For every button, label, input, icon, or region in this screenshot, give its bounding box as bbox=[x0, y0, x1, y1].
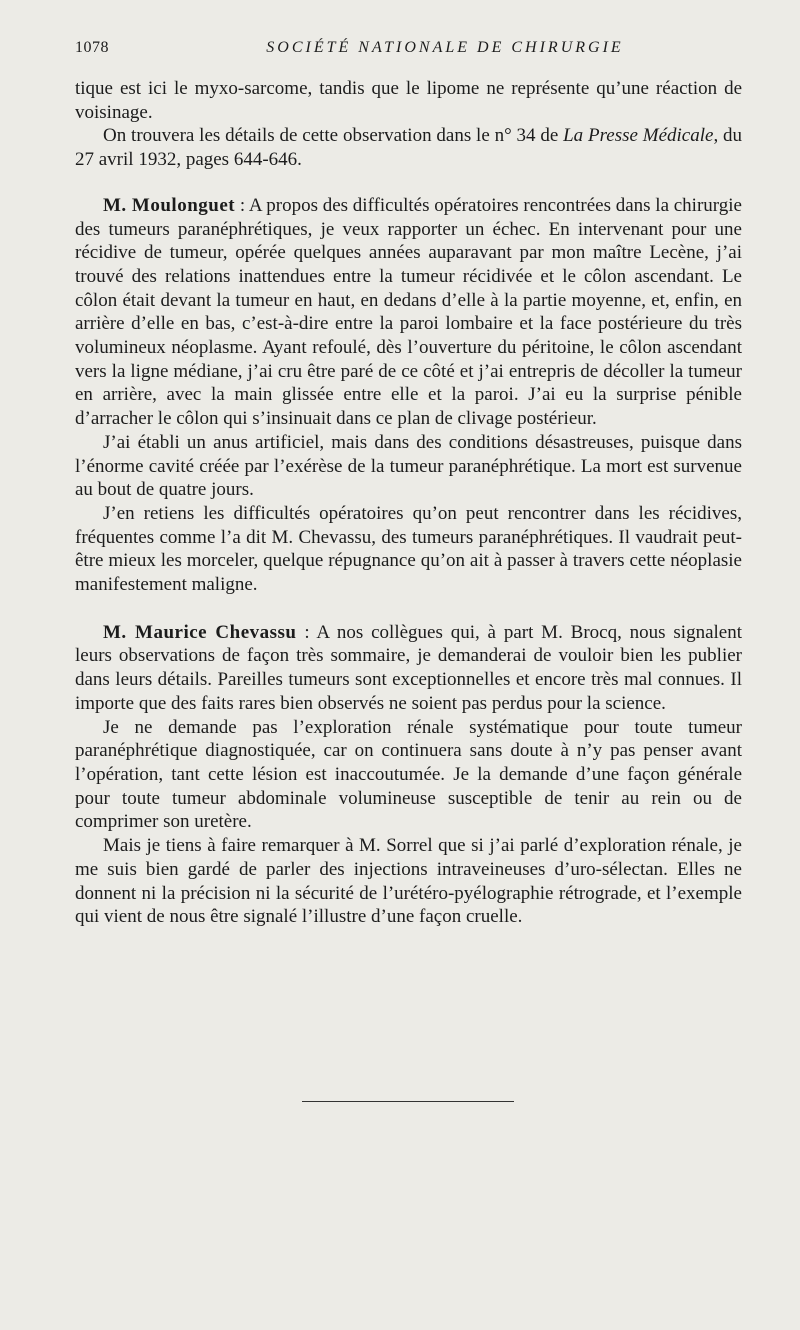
paragraph-chevassu bbox=[75, 621, 742, 716]
journal-title: La Presse Médicale bbox=[563, 125, 714, 147]
paragraph-sorrel: Mais je tiens à faire remarquer à M. Sorrel que si j’ai parlé d’exploration rénale, je me suis bien gardé de parler des injections intraveineuses d’uro-sélectan. Elles ne donnent ni la précision ni la sécurité de l’urétéro-pyélographie rétrograde, et l’exemple qui vient de nous être signalé l’illustre d’une façon cruelle. bbox=[75, 835, 742, 928]
running-head: SOCIÉTÉ NATIONALE DE CHIRURGIE bbox=[266, 39, 624, 56]
paragraph-anus-artificiel: J’ai établi un anus artificiel, mais dans des conditions désastreuses, puisque dans l’énorme cavité créée par l’exérèse de la tumeur paranéphrétique. La mort est survenue au bout de quatre jours. bbox=[75, 431, 742, 501]
paragraph-reference bbox=[75, 124, 742, 171]
paragraph-moulonguet bbox=[75, 194, 742, 431]
page-header bbox=[75, 36, 740, 60]
speaker-name: M. Maurice Chevassu bbox=[103, 621, 297, 643]
section-divider bbox=[302, 1101, 514, 1102]
paragraph-continued: tique est ici le myxo-sarcome, tandis que le lipome ne représente qu’une réaction de voisinage. bbox=[75, 78, 742, 123]
reference-text-before: On trouvera les détails de cette observation dans le n° 34 de bbox=[103, 125, 564, 147]
body-text bbox=[75, 77, 742, 929]
paragraph-difficultes: J’en retiens les difficultés opératoires qu’on peut rencontrer dans les récidives, fréquentes comme l’a dit M. Chevassu, des tumeurs paranéphrétiques. Il vaudrait peut-être mieux les morceler, quelque répugnance qu’on ait à passer à travers cette néoplasie manifestement maligne. bbox=[75, 502, 742, 596]
speaker-name: M. Moulonguet bbox=[103, 194, 236, 216]
speaker-remarks: : A propos des difficultés opératoires rencontrées dans la chirurgie des tumeurs paranéphrétiques, je veux rapporter un échec. En intervenant pour une récidive de tumeur, opérée quelques années auparavant par mon maître Lecène, j’ai trouvé des relations inattendues entre la tumeur récidivée et le côlon ascendant. Le côlon était devant la tumeur en haut, en dedans d’elle à la partie moyenne, et, enfin, en arrière d’elle en bas, c’est-à-dire entre la paroi lombaire et la face postérieure du très volumineux néoplasme. Ayant refoulé, dès l’ouverture du péritoine, le côlon ascendant vers la ligne médiane, j’ai cru être paré de ce côté et j’ai entrepris de décoller la tumeur en arrière, avec la main glissée entre elle et la paroi. J’ai eu la surprise pénible d’arracher le côlon qui s’insinuait dans ce plan de clivage postérieur. bbox=[75, 194, 742, 430]
reference-text-after: , du 27 avril 1932, pages 644-646. bbox=[75, 125, 743, 171]
page-number: 1078 bbox=[75, 39, 109, 56]
speaker-remarks: : A nos collègues qui, à part M. Brocq, nous signalent leurs observations de façon très sommaire, je demanderai de vouloir bien les publier dans leurs détails. Pareilles tumeurs sont exceptionnelles et encore très mal connues. Il importe que des faits rares bien observés ne soient pas perdus pour la science. bbox=[75, 621, 742, 714]
paragraph-exploration: Je ne demande pas l’exploration rénale systématique pour toute tumeur paranéphrétique diagnostiquée, car on continuera sans doute à n’y pas penser avant l’opération, tant cette lésion est inaccoutumée. Je la demande d’une façon générale pour toute tumeur abdominale volumineuse susceptible de tenir au rein ou de comprimer son uretère. bbox=[75, 716, 742, 833]
